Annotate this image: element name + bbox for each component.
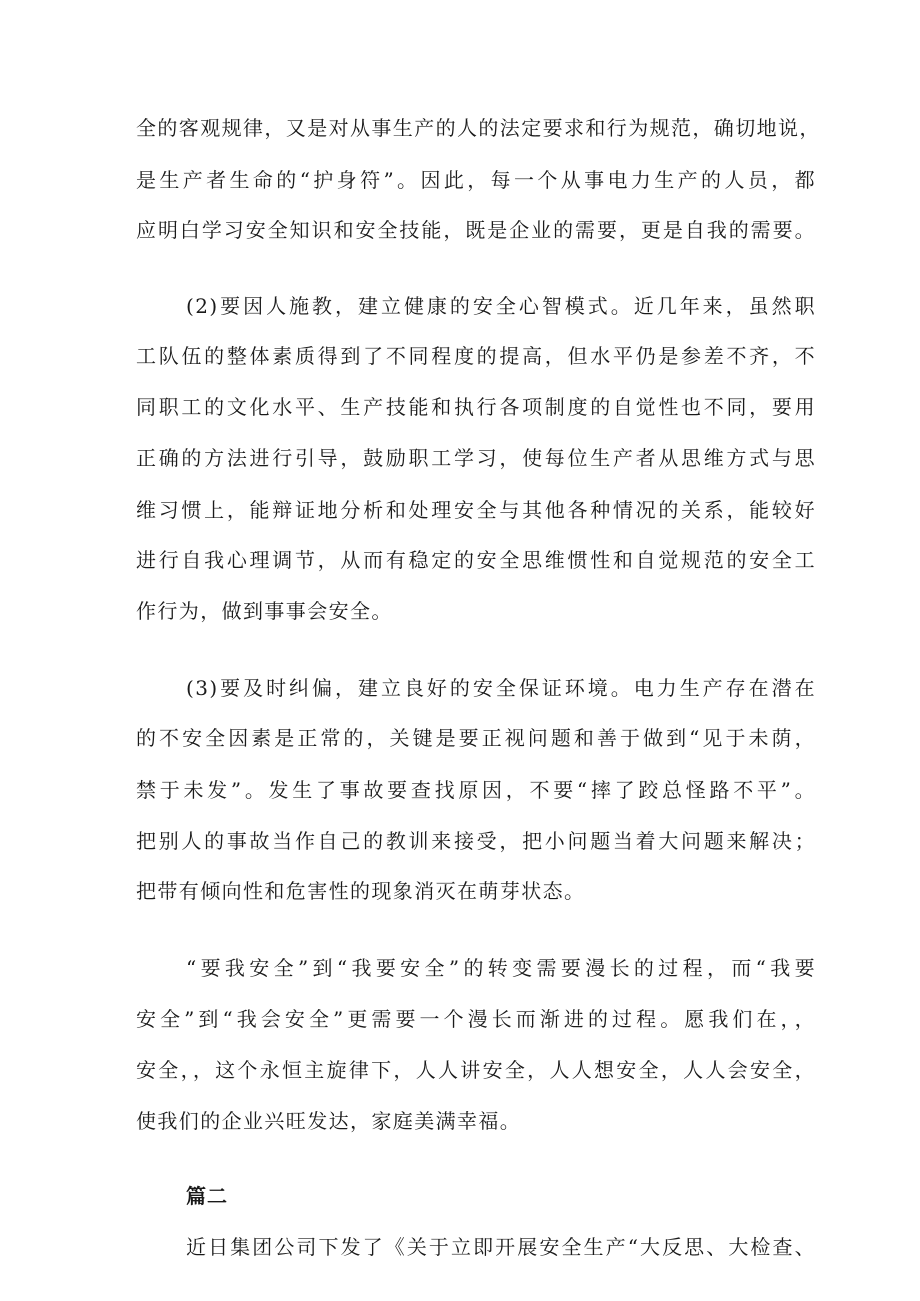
section-heading: 篇二 bbox=[186, 1184, 228, 1208]
paragraph-line: 安全”到“我会安全”更需要一个漫长而渐进的过程。愿我们在，， bbox=[136, 1007, 816, 1031]
paragraph-line: 是生产者生命的“护身符”。因此，每一个从事电力生产的人员，都 bbox=[136, 168, 816, 192]
paragraph-line: (2)要因人施教，建立健康的安全心智模式。近几年来，虽然职 bbox=[186, 294, 816, 318]
paragraph-line: 作行为，做到事事会安全。 bbox=[136, 599, 393, 623]
paragraph-line: 近日集团公司下发了《关于立即开展安全生产“大反思、大检查、 bbox=[186, 1235, 816, 1259]
paragraph-line: (3)要及时纠偏，建立良好的安全保证环境。电力生产存在潜在 bbox=[186, 676, 816, 700]
paragraph-line: 全的客观规律，又是对从事生产的人的法定要求和行为规范，确切地说， bbox=[136, 116, 821, 140]
paragraph-line: 同职工的文化水平、生产技能和执行各项制度的自觉性也不同，要用 bbox=[136, 395, 816, 419]
paragraph-line: 把别人的事故当作自己的教训来接受，把小问题当着大问题来解决； bbox=[136, 829, 816, 853]
paragraph-line: 工队伍的整体素质得到了不同程度的提高，但水平仍是参差不齐，不 bbox=[136, 344, 816, 368]
paragraph-line: 使我们的企业兴旺发达，家庭美满幸福。 bbox=[136, 1109, 522, 1133]
paragraph-line: 禁于未发”。发生了事故要查找原因，不要“摔了跤总怪路不平”。 bbox=[136, 778, 816, 802]
paragraph-line: 正确的方法进行引导，鼓励职工学习，使每位生产者从思维方式与思 bbox=[136, 446, 816, 470]
paragraph-line: 应明白学习安全知识和安全技能，既是企业的需要，更是自我的需要。 bbox=[136, 218, 816, 242]
paragraph-line: 的不安全因素是正常的，关键是要正视问题和善于做到“见于未荫， bbox=[136, 726, 816, 750]
paragraph-line: “要我安全”到“我要安全”的转变需要漫长的过程，而“我要 bbox=[186, 956, 816, 980]
paragraph-line: 把带有倾向性和危害性的现象消灭在萌芽状态。 bbox=[136, 879, 586, 903]
paragraph-line: 进行自我心理调节，从而有稳定的安全思维惯性和自觉规范的安全工 bbox=[136, 548, 816, 572]
paragraph-line: 安全，，这个永恒主旋律下，人人讲安全，人人想安全，人人会安全， bbox=[136, 1058, 816, 1082]
paragraph-line: 维习惯上，能辩证地分析和处理安全与其他各种情况的关系，能较好 bbox=[136, 498, 816, 522]
